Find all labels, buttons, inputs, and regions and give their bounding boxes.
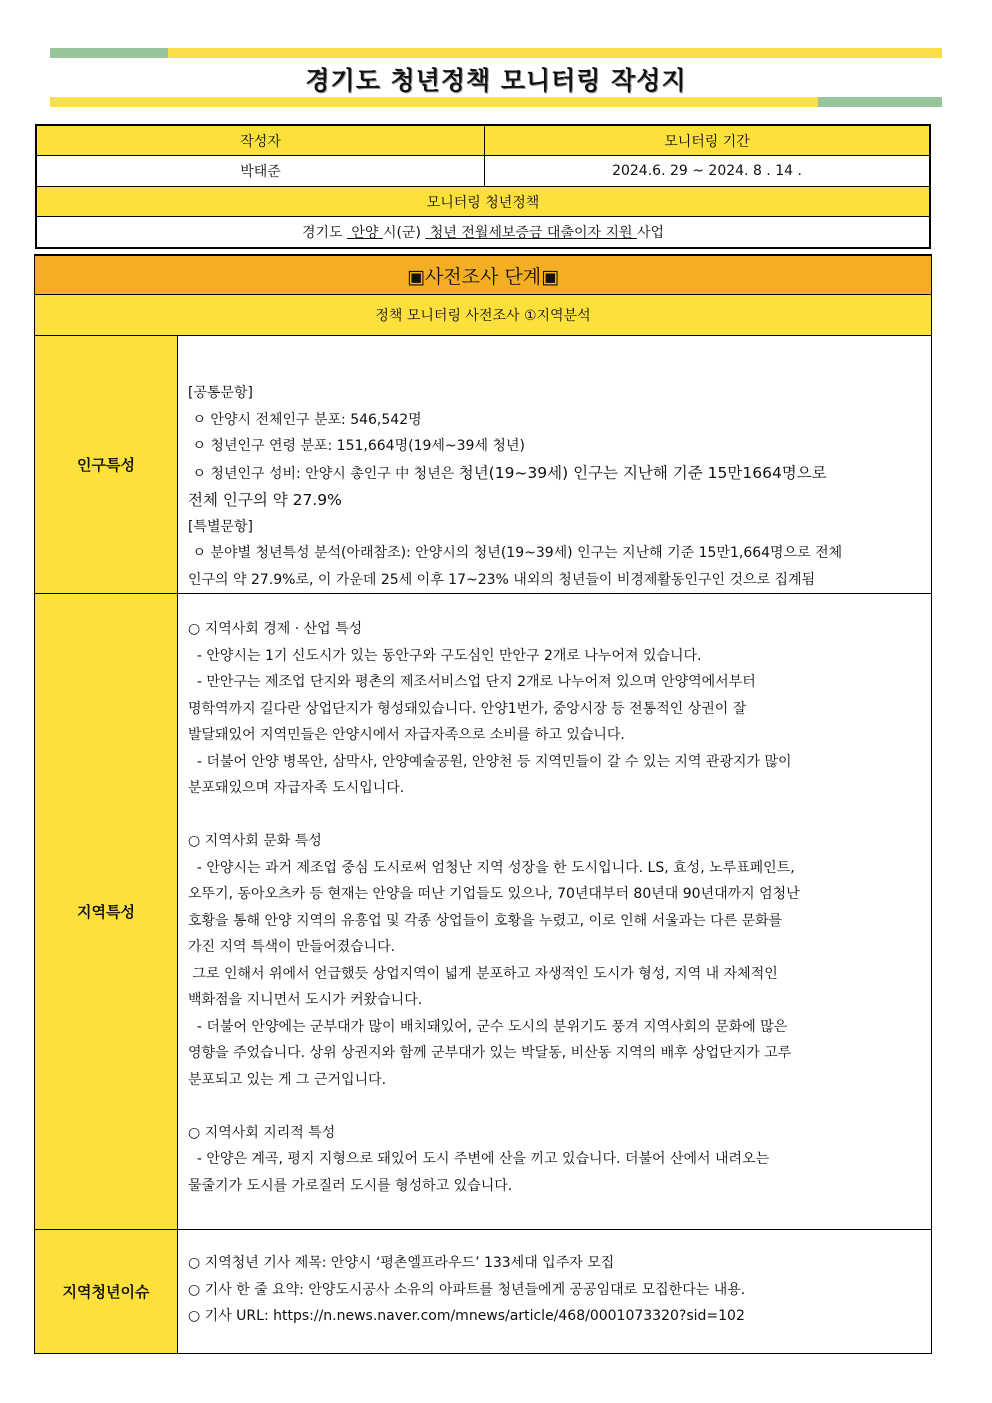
policy-city-suffix: 시(군) — [382, 225, 426, 241]
region-line: - 더불어 안양에는 군부대가 많이 배치돼있어, 군수 도시의 분위기도 풍겨 지역사회의 문화에 많은 — [188, 1018, 788, 1035]
region-line: 그로 인해서 위에서 언급했듯 상업지역이 넓게 분포하고 자생적인 도시가 형성, 지역 내 자체적인 — [188, 965, 778, 982]
population-line: [특별문항] — [188, 518, 254, 535]
region-line: 발달돼있어 지역민들은 안양시에서 자급자족으로 소비를 하고 있습니다. — [188, 727, 625, 743]
section-subtitle: 정책 모니터링 사전조사 ①지역분석 — [35, 295, 932, 336]
region-line: 영향을 주었습니다. 상위 상권지와 함께 군부대가 있는 박달동, 비산동 지역의 배후 상업단지가 고루 — [188, 1045, 792, 1061]
youth-issue-line: ○ 기사 URL: https://n.news.naver.com/mnews/article/468/0001073320?sid=102 — [188, 1308, 745, 1324]
youth-issue-label: 지역청년이슈 — [35, 1230, 178, 1354]
info-table — [35, 124, 931, 249]
policy-label: 모니터링 청년정책 — [36, 187, 930, 217]
region-line: - 더불어 안양 병목안, 삼막사, 안양예술공원, 안양천 등 지역민들이 갈 수 있는 지역 관광지가 많이 — [188, 753, 792, 770]
population-line: ㅇ 청년인구 연령 분포: 151,664명(19세~39세 청년) — [188, 438, 525, 454]
population-line-part: 청년(19~39세) 인구는 지난해 기준 15만1664명으로 — [458, 463, 827, 482]
title-bar-top-accent — [50, 48, 168, 58]
region-spacer — [188, 802, 921, 829]
document-title: 경기도 청년정책 모니터링 작성지 — [305, 66, 687, 95]
population-content — [178, 336, 932, 594]
policy-suffix: 사업 — [636, 225, 665, 241]
population-line: ㅇ 안양시 전체인구 분포: 546,542명 — [188, 411, 422, 428]
region-spacer — [188, 1093, 921, 1120]
region-line: ○ 지역사회 지리적 특성 — [188, 1124, 336, 1141]
region-line: 분포되고 있는 게 그 근거입니다. — [188, 1071, 387, 1088]
period-value: 2024.6. 29 ~ 2024. 8 . 14 . — [485, 156, 931, 187]
region-line: 가진 지역 특색이 만들어졌습니다. — [188, 939, 396, 955]
title-bar-bottom-accent — [818, 97, 942, 107]
youth-issue-content — [178, 1230, 932, 1354]
policy-value — [36, 217, 930, 249]
population-label: 인구특성 — [35, 336, 178, 594]
region-line: - 안양시는 과거 제조업 중심 도시로써 엄청난 지역 성장을 한 도시입니다. LS, 효성, 노루표페인트, — [188, 859, 795, 876]
stage-title: ▣사전조사 단계▣ — [35, 255, 932, 295]
population-line — [188, 460, 921, 488]
youth-issue-line: ○ 기사 한 줄 요약: 안양도시공사 소유의 아파트를 청년들에게 공공임대로 모집한다는 내용. — [188, 1281, 746, 1298]
period-label: 모니터링 기간 — [485, 125, 931, 156]
author-value: 박태준 — [36, 156, 485, 187]
region-line: 백화점을 지니면서 도시가 커왔습니다. — [188, 992, 423, 1008]
policy-name: 청년 전월세보증금 대출이자 지원 — [425, 225, 637, 241]
region-line: 명학역까지 길다란 상업단지가 형성돼있습니다. 안양1번가, 중앙시장 등 전통적인 상권이 잘 — [188, 700, 747, 717]
region-line: ○ 지역사회 문화 특성 — [188, 833, 322, 849]
region-line: 분포돼있으며 자급자족 도시입니다. — [188, 780, 405, 796]
region-content — [178, 594, 932, 1230]
policy-prefix: 경기도 — [301, 225, 347, 241]
region-line: - 안양시는 1기 신도시가 있는 동안구와 구도심인 만안구 2개로 나누어져 있습니다. — [188, 647, 702, 664]
title-bar-top — [50, 48, 942, 58]
population-line: [공통문항] — [188, 385, 254, 401]
region-line: - 만안구는 제조업 단지와 평촌의 제조서비스업 단지 2개로 나누어져 있으며 안양역에서부터 — [188, 674, 756, 690]
population-line: 전체 인구의 약 27.9% — [188, 491, 342, 509]
region-line: 물줄기가 도시를 가로질러 도시를 형성하고 있습니다. — [188, 1177, 513, 1194]
region-line: 호황을 통해 안양 지역의 유흥업 및 각종 상업들이 호황을 누렸고, 이로 인해 서울과는 다른 문화를 — [188, 912, 783, 929]
author-label: 작성자 — [36, 125, 485, 156]
region-label: 지역특성 — [35, 594, 178, 1230]
population-line-part: ㅇ 청년인구 성비: 안양시 총인구 中 청년은 — [188, 465, 459, 482]
population-line: ㅇ 분야별 청년특성 분석(아래참조): 안양시의 청년(19~39세) 인구는 지난해 기준 15만1,664명으로 전체 — [188, 545, 843, 561]
region-line: ○ 지역사회 경제 · 산업 특성 — [188, 621, 363, 637]
policy-city: 안양 — [346, 225, 383, 241]
youth-issue-line: ○ 지역청년 기사 제목: 안양시 ‘평촌엘프라우드’ 133세대 입주자 모집 — [188, 1255, 615, 1271]
population-line: 인구의 약 27.9%로, 이 가운데 25세 이후 17~23% 내외의 청년들이 비경제활동인구인 것으로 집계됨 — [188, 571, 816, 588]
research-table — [34, 254, 932, 1354]
region-line: 오뚜기, 동아오츠카 등 현재는 안양을 떠난 기업들도 있으나, 70년대부터 80년대 90년대까지 엄청난 — [188, 886, 800, 902]
region-line: - 안양은 계곡, 평지 지형으로 돼있어 도시 주변에 산을 끼고 있습니다. 더불어 산에서 내려오는 — [188, 1151, 770, 1167]
title-bar-bottom — [50, 97, 942, 107]
